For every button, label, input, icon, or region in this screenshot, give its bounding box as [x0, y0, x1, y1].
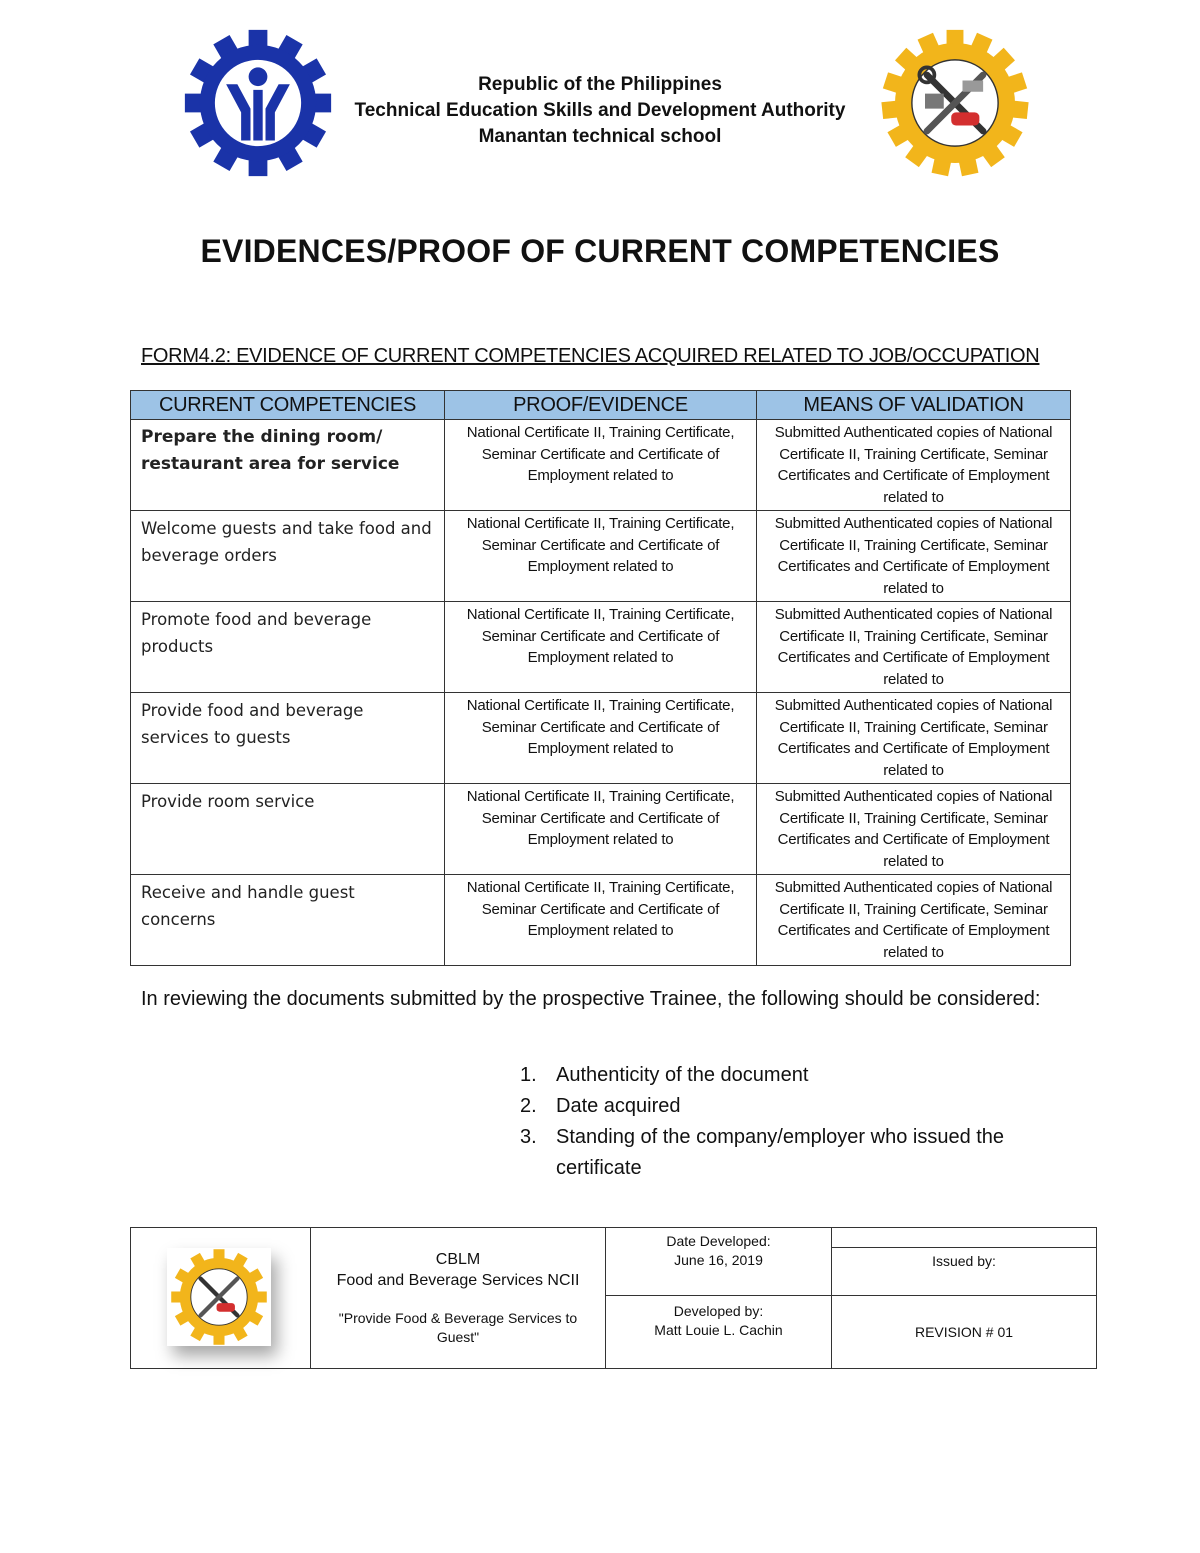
validation-cell: Submitted Authenticated copies of National Certificate II, Training Certificate, Seminar Certificates and Certificate of Employment related to — [757, 420, 1071, 511]
table-row — [131, 420, 1071, 511]
list-item — [520, 1091, 1080, 1122]
list-number: 3. — [520, 1126, 537, 1148]
list-number: 2. — [520, 1095, 537, 1117]
list-item — [520, 1060, 1080, 1091]
competency-cell: Provide food and beverage services to guests — [131, 693, 445, 784]
list-item — [520, 1122, 1080, 1184]
footer-dev-label: Developed by: — [673, 1303, 764, 1319]
validation-cell: Submitted Authenticated copies of National Certificate II, Training Certificate, Seminar Certificates and Certificate of Employment related to — [757, 602, 1071, 693]
proof-cell: National Certificate II, Training Certificate, Seminar Certificate and Certificate of Employment related to — [445, 420, 757, 511]
header-current-competencies: CURRENT COMPETENCIES — [131, 391, 445, 420]
footer-logo-frame — [167, 1248, 271, 1346]
header-proof-evidence: PROOF/EVIDENCE — [445, 391, 757, 420]
footer-logo-cell — [131, 1228, 311, 1369]
validation-cell: Submitted Authenticated copies of National Certificate II, Training Certificate, Seminar Certificates and Certificate of Employment related to — [757, 693, 1071, 784]
manantan-school-seal — [880, 28, 1030, 178]
form-title: FORM4.2: EVIDENCE OF CURRENT COMPETENCIES ACQUIRED RELATED TO JOB/OCCUPATION — [141, 345, 1040, 367]
table-row — [131, 784, 1071, 875]
footer-course: Food and Beverage Services NCII — [336, 1272, 580, 1289]
review-paragraph: In reviewing the documents submitted by the prospective Trainee, the following should be considered: — [141, 988, 1041, 1010]
header-school: Manantan technical school — [478, 126, 722, 147]
footer-cblm: CBLM — [435, 1251, 481, 1268]
table-row — [131, 693, 1071, 784]
footer-revision: REVISION # 01 — [914, 1323, 1014, 1340]
footer-blank-cell — [832, 1228, 1097, 1248]
proof-cell: National Certificate II, Training Certificate, Seminar Certificate and Certificate of Employment related to — [445, 602, 757, 693]
proof-cell: National Certificate II, Training Certificate, Seminar Certificate and Certificate of Employment related to — [445, 875, 757, 966]
competency-cell: Receive and handle guest concerns — [131, 875, 445, 966]
footer-seal-logo — [167, 1248, 271, 1346]
table-header-row — [131, 391, 1071, 420]
list-text: Authenticity of the document — [556, 1064, 809, 1086]
footer-dev-value: Matt Louie L. Cachin — [654, 1322, 783, 1338]
footer-course-cell — [311, 1228, 606, 1369]
table-row — [131, 875, 1071, 966]
page-title: EVIDENCES/PROOF OF CURRENT COMPETENCIES — [200, 233, 1000, 269]
table-row — [131, 602, 1071, 693]
table-row — [131, 511, 1071, 602]
proof-cell: National Certificate II, Training Certificate, Seminar Certificate and Certificate of Employment related to — [445, 511, 757, 602]
footer-date-label: Date Developed: — [666, 1233, 771, 1249]
header-republic: Republic of the Philippines — [478, 74, 722, 95]
competency-cell: Provide room service — [131, 784, 445, 875]
proof-cell: National Certificate II, Training Certificate, Seminar Certificate and Certificate of Employment related to — [445, 784, 757, 875]
footer-module: "Provide Food & Beverage Services to Guest" — [338, 1310, 578, 1345]
criteria-list — [520, 1060, 1080, 1184]
competencies-table — [130, 390, 1071, 966]
list-text: Date acquired — [556, 1095, 681, 1117]
list-number: 1. — [520, 1064, 537, 1086]
competency-cell: Promote food and beverage products — [131, 602, 445, 693]
header-authority: Technical Education Skills and Development Authority — [354, 100, 846, 121]
competency-cell: Prepare the dining room/ restaurant area for service — [131, 420, 445, 511]
footer-date-cell — [606, 1228, 832, 1296]
validation-cell: Submitted Authenticated copies of National Certificate II, Training Certificate, Seminar Certificates and Certificate of Employment related to — [757, 511, 1071, 602]
footer-developer-cell — [606, 1296, 832, 1369]
footer-table — [130, 1227, 1097, 1369]
validation-cell: Submitted Authenticated copies of National Certificate II, Training Certificate, Seminar Certificates and Certificate of Employment related to — [757, 784, 1071, 875]
competency-cell: Welcome guests and take food and beverage orders — [131, 511, 445, 602]
header-means-of-validation: MEANS OF VALIDATION — [757, 391, 1071, 420]
validation-cell: Submitted Authenticated copies of National Certificate II, Training Certificate, Seminar Certificates and Certificate of Employment related to — [757, 875, 1071, 966]
footer-date-value: June 16, 2019 — [674, 1252, 763, 1268]
proof-cell: National Certificate II, Training Certificate, Seminar Certificate and Certificate of Employment related to — [445, 693, 757, 784]
footer-revision-cell — [832, 1296, 1097, 1369]
footer-issued-label: Issued by: — [932, 1253, 996, 1269]
list-text: Standing of the company/employer who issued the certificate — [556, 1126, 1005, 1179]
footer-issued-cell — [832, 1248, 1097, 1296]
